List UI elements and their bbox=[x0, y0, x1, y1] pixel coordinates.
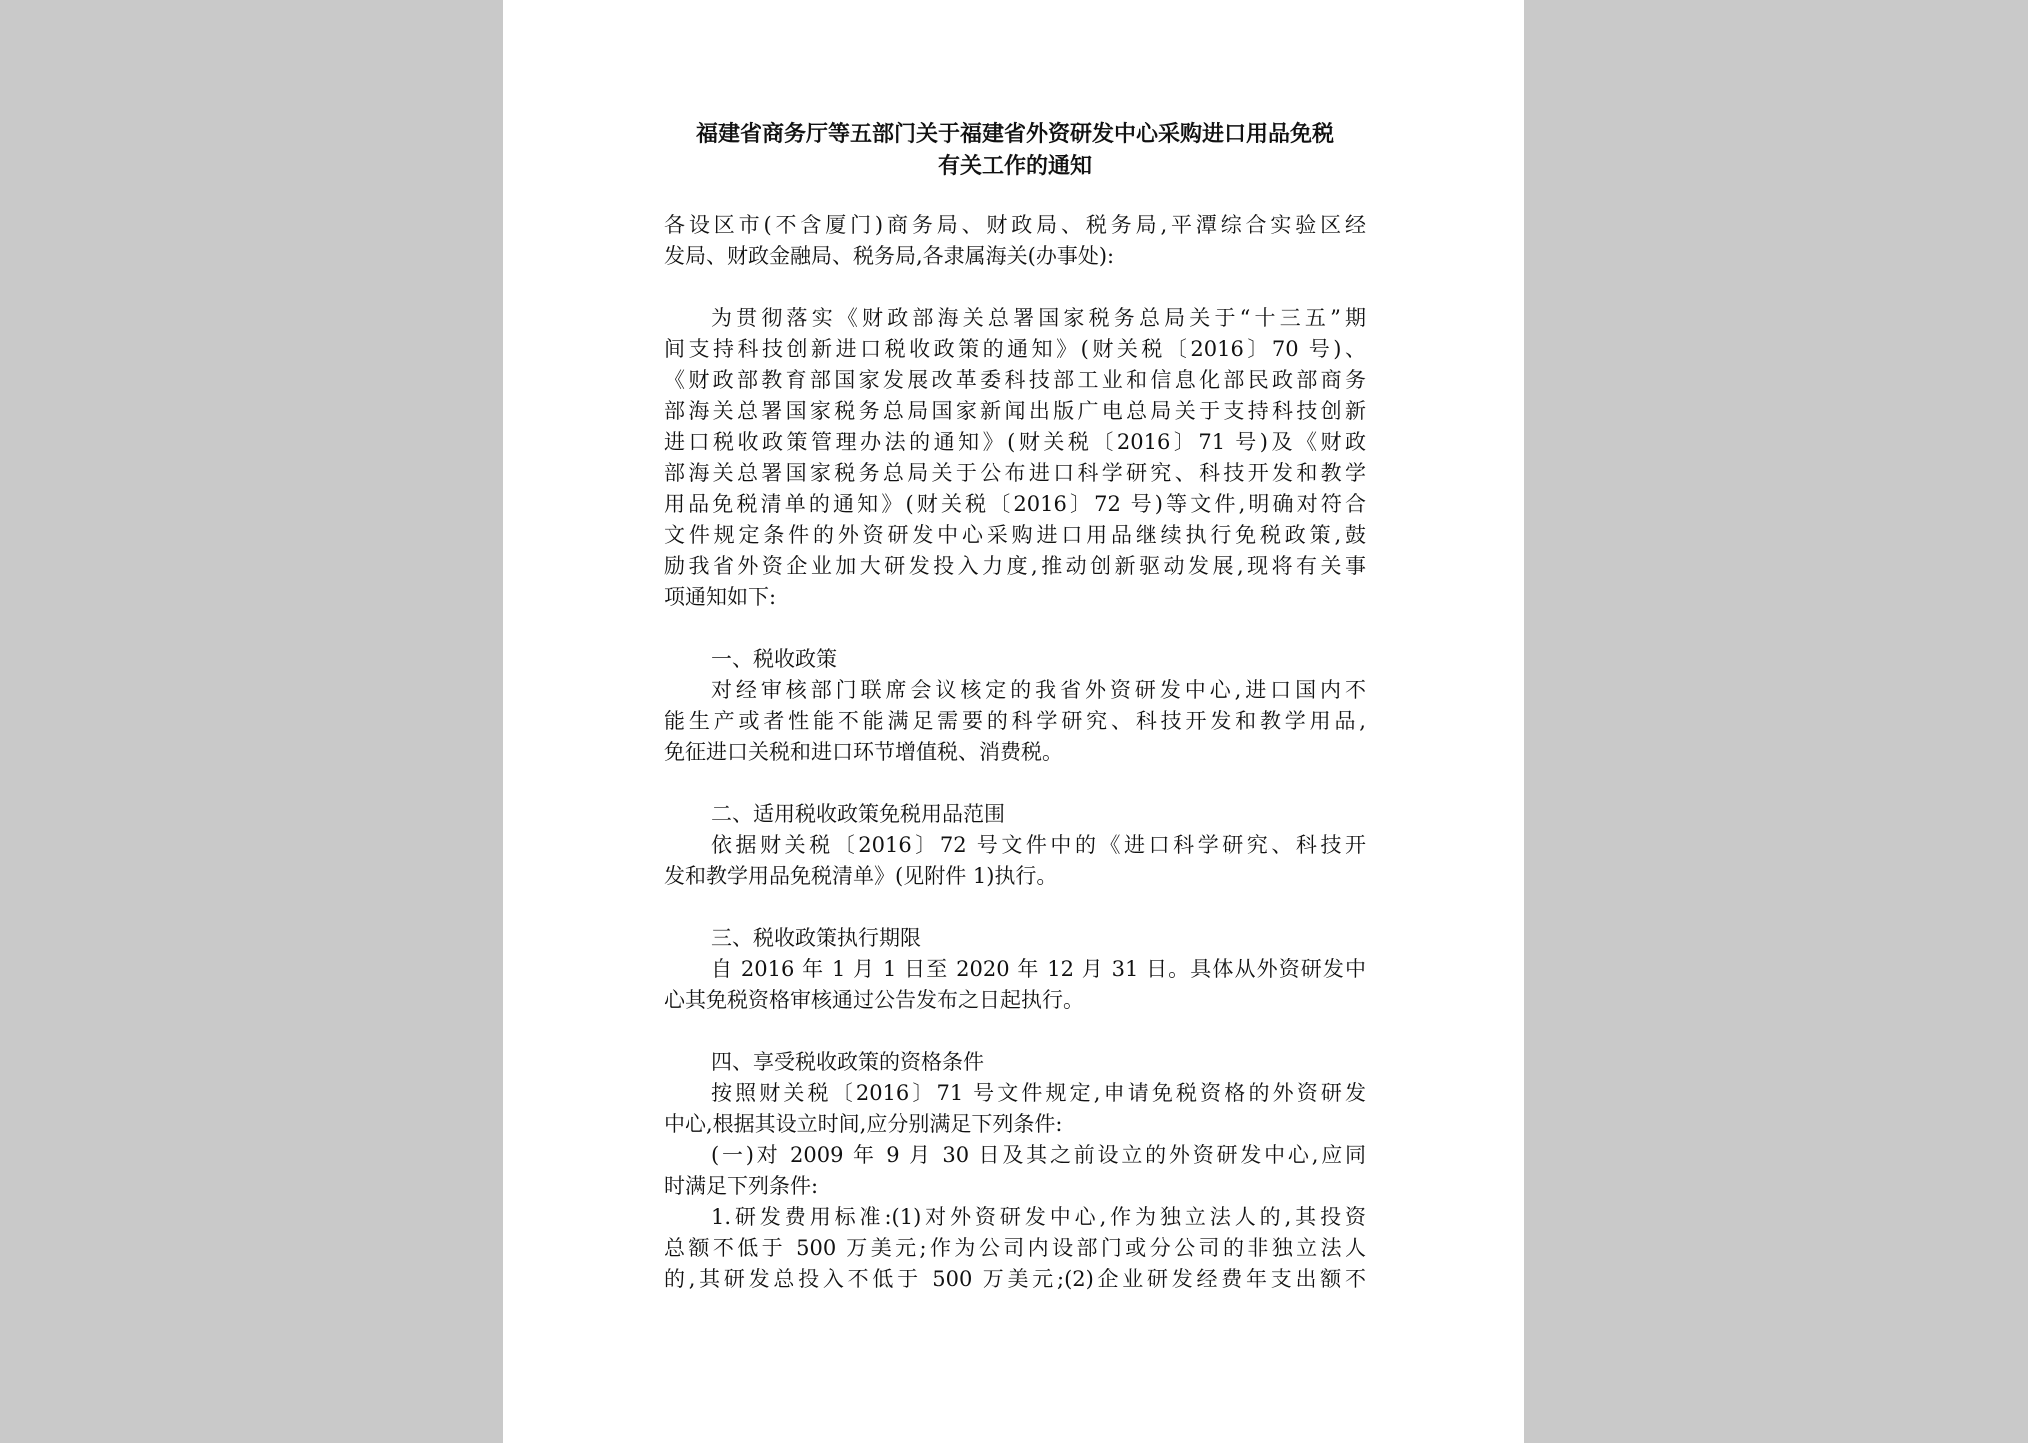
paragraph-line: 时满足下列条件: bbox=[664, 1174, 819, 1198]
title-line: 福建省商务厅等五部门关于福建省外资研发中心采购进口用品免税 bbox=[695, 121, 1334, 147]
paragraph-line: 1.研发费用标准:(1)对外资研发中心,作为独立法人的,其投资 bbox=[711, 1205, 1366, 1229]
section-heading: 一、税收政策 bbox=[711, 647, 837, 671]
paragraph-line: 按照财关税〔2016〕71 号文件规定,申请免税资格的外资研发 bbox=[711, 1081, 1366, 1105]
paragraph-line: 为贯彻落实《财政部海关总署国家税务总局关于“十三五”期 bbox=[711, 306, 1366, 330]
paragraph-line: 部海关总署国家税务总局国家新闻出版广电总局关于支持科技创新 bbox=[664, 399, 1366, 423]
paragraph-line: 心其免税资格审核通过公告发布之日起执行。 bbox=[664, 988, 1084, 1012]
section-heading: 四、享受税收政策的资格条件 bbox=[711, 1050, 984, 1074]
title-line: 有关工作的通知 bbox=[937, 153, 1092, 179]
paragraph-line: 发和教学用品免税清单》(见附件 1)执行。 bbox=[664, 864, 1058, 888]
paragraph-line: 自 2016 年 1 月 1 日至 2020 年 12 月 31 日。具体从外资研发中 bbox=[711, 957, 1366, 981]
addressee-line: 发局、财政金融局、税务局,各隶属海关(办事处): bbox=[664, 244, 1115, 268]
section-exempt-scope bbox=[664, 799, 1366, 892]
paragraph-line: 励我省外资企业加大研发投入力度,推动创新驱动发展,现将有关事 bbox=[664, 554, 1366, 578]
paragraph-line: 文件规定条件的外资研发中心采购进口用品继续执行免税政策,鼓 bbox=[664, 523, 1366, 547]
paragraph-line: 间支持科技创新进口税收政策的通知》(财关税〔2016〕70 号)、 bbox=[664, 337, 1366, 361]
addressee-line: 各设区市(不含厦门)商务局、财政局、税务局,平潭综合实验区经 bbox=[664, 213, 1366, 237]
paragraph-line: (一)对 2009 年 9 月 30 日及其之前设立的外资研发中心,应同 bbox=[711, 1143, 1366, 1167]
addressee bbox=[664, 210, 1366, 272]
paragraph-line: 总额不低于 500 万美元;作为公司内设部门或分公司的非独立法人 bbox=[664, 1236, 1366, 1260]
section-heading: 三、税收政策执行期限 bbox=[711, 926, 921, 950]
section-policy-period bbox=[664, 923, 1366, 1016]
document-page bbox=[503, 0, 1524, 1443]
paragraph-line: 能生产或者性能不能满足需要的科学研究、科技开发和教学用品, bbox=[664, 709, 1366, 733]
paragraph-line: 项通知如下: bbox=[664, 585, 777, 609]
paragraph-line: 进口税收政策管理办法的通知》(财关税〔2016〕71 号)及《财政 bbox=[664, 430, 1366, 454]
paragraph-line: 免征进口关税和进口环节增值税、消费税。 bbox=[664, 740, 1063, 764]
paragraph-line: 的,其研发总投入不低于 500 万美元;(2)企业研发经费年支出额不 bbox=[664, 1267, 1366, 1291]
paragraph-line: 部海关总署国家税务总局关于公布进口科学研究、科技开发和教学 bbox=[664, 461, 1366, 485]
intro-paragraph bbox=[664, 303, 1366, 613]
paragraph-line: 用品免税清单的通知》(财关税〔2016〕72 号)等文件,明确对符合 bbox=[664, 492, 1366, 516]
paragraph-line: 对经审核部门联席会议核定的我省外资研发中心,进口国内不 bbox=[711, 678, 1366, 702]
paragraph-line: 中心,根据其设立时间,应分别满足下列条件: bbox=[664, 1112, 1063, 1136]
paragraph-line: 依据财关税〔2016〕72 号文件中的《进口科学研究、科技开 bbox=[711, 833, 1366, 857]
document-body bbox=[664, 118, 1366, 1295]
paragraph-line: 《财政部教育部国家发展改革委科技部工业和信息化部民政部商务 bbox=[664, 368, 1366, 392]
section-qualification bbox=[664, 1047, 1366, 1295]
section-heading: 二、适用税收政策免税用品范围 bbox=[711, 802, 1005, 826]
section-tax-policy bbox=[664, 644, 1366, 768]
document-title bbox=[664, 118, 1366, 182]
